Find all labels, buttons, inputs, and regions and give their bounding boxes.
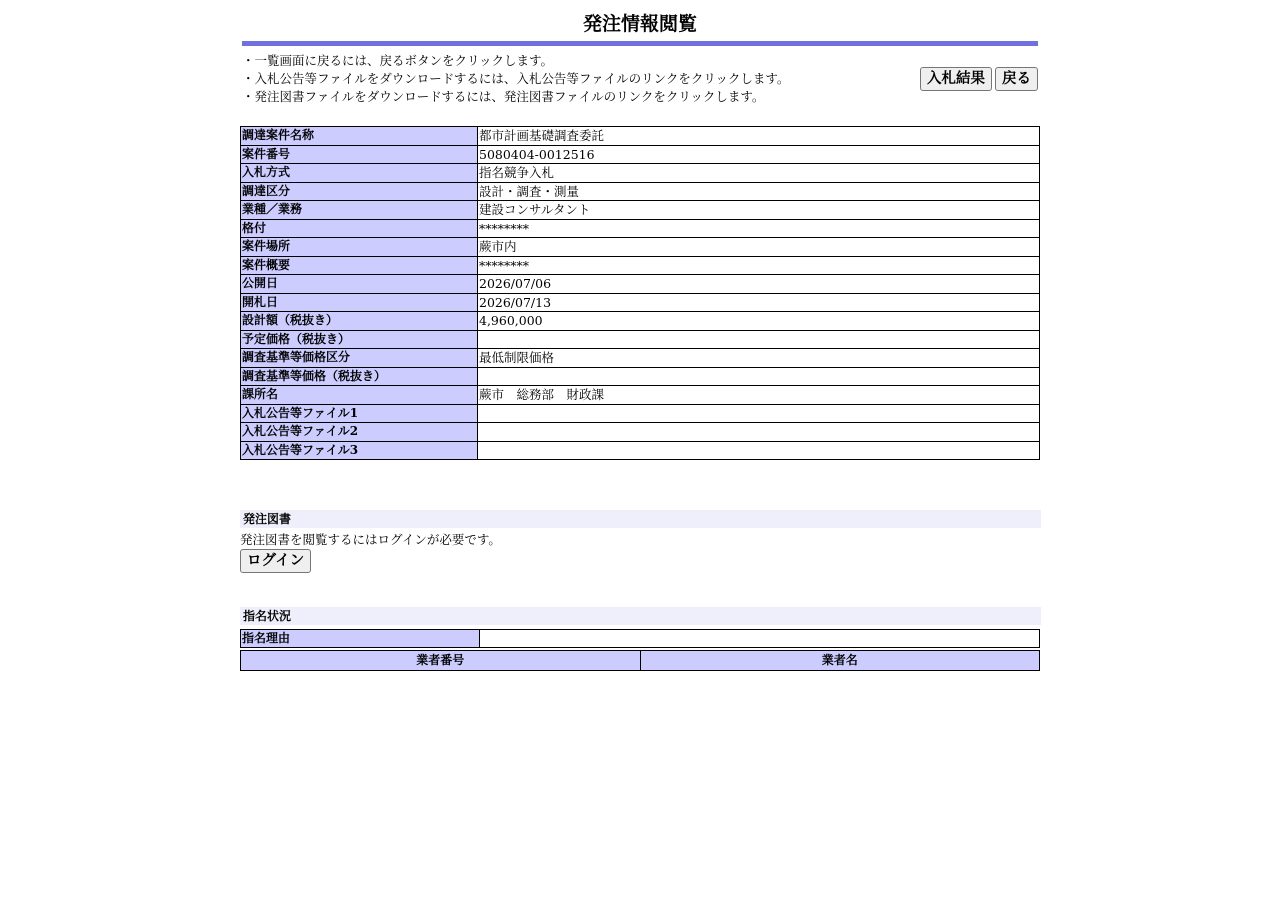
designation-reason-value (480, 630, 1040, 648)
info-row (241, 238, 1040, 257)
info-row (241, 201, 1040, 220)
info-label: 課所名 (241, 386, 478, 405)
designation-reason-label: 指名理由 (241, 630, 480, 648)
vendor-name-header: 業者名 (640, 651, 1040, 671)
designation-reason-table (240, 629, 1040, 648)
instructions (242, 52, 902, 106)
instruction-line: ・一覧画面に戻るには、戻るボタンをクリックします。 (242, 53, 554, 68)
info-value: ******** (478, 219, 1040, 238)
info-row (241, 256, 1040, 275)
info-row (241, 404, 1040, 423)
info-row (241, 367, 1040, 386)
info-label: 調査基準等価格区分 (241, 349, 478, 368)
info-value (478, 423, 1040, 442)
info-value: 建設コンサルタント (478, 201, 1040, 220)
info-value (478, 367, 1040, 386)
info-row (241, 441, 1040, 460)
info-value: 指名競争入札 (478, 164, 1040, 183)
instruction-line: ・発注図書ファイルをダウンロードするには、発注図書ファイルのリンクをクリックします。 (242, 89, 765, 104)
info-label: 入札公告等ファイル1 (241, 404, 478, 423)
info-value (478, 404, 1040, 423)
info-label: 業種／業務 (241, 201, 478, 220)
info-label: 予定価格（税抜き） (241, 330, 478, 349)
bid-result-button[interactable]: 入札結果 (920, 67, 992, 91)
info-value: 4,960,000 (478, 312, 1040, 331)
info-row (241, 127, 1040, 146)
info-label: 調査基準等価格（税抜き） (241, 367, 478, 386)
info-value: ******** (478, 256, 1040, 275)
top-buttons (920, 67, 1038, 91)
info-label: 調達区分 (241, 182, 478, 201)
instruction-line: ・入札公告等ファイルをダウンロードするには、入札公告等ファイルのリンクをクリックします。 (242, 71, 790, 86)
info-label: 開札日 (241, 293, 478, 312)
info-value: 5080404-0012516 (478, 145, 1040, 164)
info-value (478, 330, 1040, 349)
back-button[interactable]: 戻る (995, 67, 1038, 91)
vendor-number-header: 業者番号 (241, 651, 641, 671)
title-divider (242, 41, 1038, 46)
info-value: 最低制限価格 (478, 349, 1040, 368)
page-container (240, 0, 1040, 667)
order-info-table (240, 126, 1040, 460)
info-row (241, 423, 1040, 442)
page-title: 発注情報閲覧 (582, 13, 697, 35)
info-row (241, 182, 1040, 201)
info-value: 蕨市内 (478, 238, 1040, 257)
info-value: 蕨市 総務部 財政課 (478, 386, 1040, 405)
info-row (241, 312, 1040, 331)
info-row (241, 330, 1040, 349)
info-label: 公開日 (241, 275, 478, 294)
info-value: 2026/07/13 (478, 293, 1040, 312)
info-label: 案件番号 (241, 145, 478, 164)
info-row (241, 275, 1040, 294)
info-label: 入札方式 (241, 164, 478, 183)
info-label: 設計額（税抜き） (241, 312, 478, 331)
info-label: 格付 (241, 219, 478, 238)
info-label: 入札公告等ファイル3 (241, 441, 478, 460)
info-row (241, 349, 1040, 368)
order-docs-heading: 発注図書 (240, 510, 1041, 528)
info-row (241, 145, 1040, 164)
info-value: 2026/07/06 (478, 275, 1040, 294)
info-value (478, 441, 1040, 460)
info-label: 調達案件名称 (241, 127, 478, 146)
login-button[interactable]: ログイン (240, 549, 311, 573)
login-required-message: 発注図書を閲覧するにはログインが必要です。 (240, 532, 501, 547)
info-label: 入札公告等ファイル2 (241, 423, 478, 442)
info-label: 案件概要 (241, 256, 478, 275)
vendor-table (240, 650, 1040, 671)
info-row (241, 164, 1040, 183)
info-row (241, 219, 1040, 238)
designation-heading: 指名状況 (240, 607, 1041, 625)
info-value: 設計・調査・測量 (478, 182, 1040, 201)
info-row (241, 386, 1040, 405)
info-label: 案件場所 (241, 238, 478, 257)
info-value: 都市計画基礎調査委託 (478, 127, 1040, 146)
info-row (241, 293, 1040, 312)
